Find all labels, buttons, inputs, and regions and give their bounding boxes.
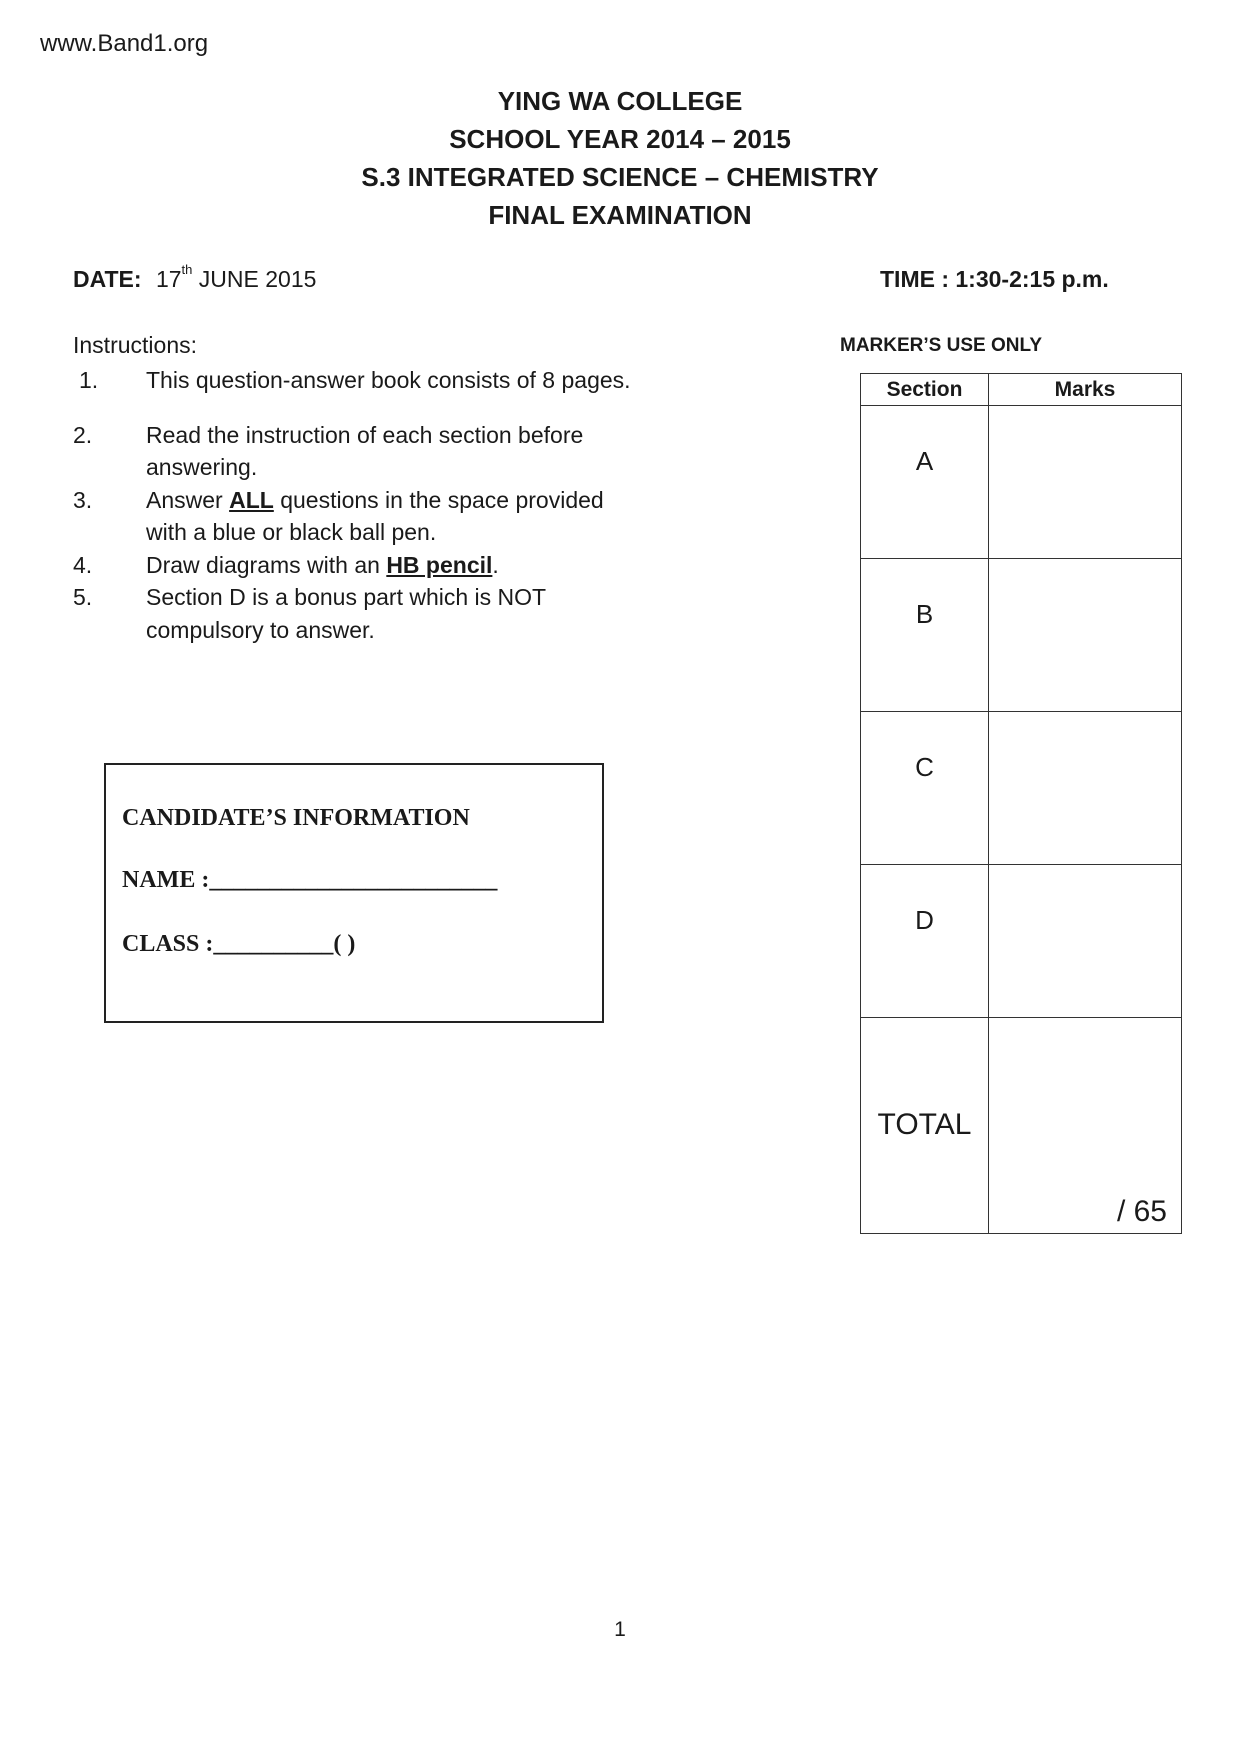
table-row xyxy=(861,865,1182,1018)
marks-column-header: Marks xyxy=(989,374,1182,406)
marks-cell xyxy=(989,559,1182,712)
instruction-item xyxy=(73,364,633,397)
instruction-number: 2. xyxy=(73,421,93,448)
instruction-text: Section D is a bonus part which is NOT compulsory to answer. xyxy=(146,584,546,643)
page-number: 1 xyxy=(614,1618,626,1641)
instruction-item xyxy=(73,484,633,549)
instruction-number: 5. xyxy=(73,584,93,610)
subject-title: S.3 INTEGRATED SCIENCE – CHEMISTRY xyxy=(361,162,879,192)
instruction-item xyxy=(73,549,633,582)
marks-cell xyxy=(989,865,1182,1018)
marks-cell xyxy=(989,712,1182,865)
exam-time: TIME : 1:30-2:15 p.m. xyxy=(880,266,1109,292)
section-cell xyxy=(861,712,989,865)
exam-header xyxy=(0,82,1240,234)
instruction-number: 4. xyxy=(73,551,93,578)
section-label: B xyxy=(915,599,934,629)
watermark-url: www.Band1.org xyxy=(40,30,209,57)
total-marks-cell xyxy=(989,1018,1182,1234)
date-suffix: th xyxy=(181,262,193,277)
date-day: 17 xyxy=(155,266,182,292)
instruction-number: 1. xyxy=(79,367,99,393)
section-cell xyxy=(861,559,989,712)
table-row xyxy=(861,406,1182,559)
instruction-text: This question-answer book consists of 8 pages. xyxy=(146,367,631,393)
date-label: DATE: xyxy=(73,266,142,292)
instruction-emphasis: HB pencil xyxy=(386,551,493,578)
candidate-info-box xyxy=(104,763,604,1023)
exam-title: FINAL EXAMINATION xyxy=(488,200,752,230)
section-label: A xyxy=(915,446,934,476)
marks-cell xyxy=(989,406,1182,559)
instruction-text-pre: Answer xyxy=(146,486,230,513)
exam-date xyxy=(73,262,317,293)
total-label-cell xyxy=(861,1018,989,1234)
instruction-number: 3. xyxy=(73,486,93,513)
section-cell xyxy=(861,406,989,559)
table-row xyxy=(861,559,1182,712)
instruction-text-pre: Draw diagrams with an xyxy=(146,551,387,578)
school-name: YING WA COLLEGE xyxy=(497,86,743,116)
marks-table-header xyxy=(861,374,1182,406)
candidate-name-field: NAME :________________________ xyxy=(122,867,498,893)
instruction-item xyxy=(73,419,633,484)
instruction-emphasis: ALL xyxy=(229,486,274,513)
section-label: C xyxy=(915,752,934,782)
section-column-header: Section xyxy=(861,374,989,406)
marks-table xyxy=(860,373,1182,1234)
school-year: SCHOOL YEAR 2014 – 2015 xyxy=(449,124,791,154)
date-month-year: JUNE 2015 xyxy=(198,266,317,292)
marker-use-title: MARKER’S USE ONLY xyxy=(840,335,1042,356)
instructions-list xyxy=(73,364,633,646)
table-row xyxy=(861,712,1182,865)
instruction-text: Read the instruction of each section before answering. xyxy=(146,421,584,480)
total-row xyxy=(861,1018,1182,1234)
candidate-info-title: CANDIDATE’S INFORMATION xyxy=(122,805,470,831)
total-label: TOTAL xyxy=(877,1108,972,1141)
candidate-class-field: CLASS :__________( ) xyxy=(122,931,356,957)
instruction-text-post: . xyxy=(492,551,499,578)
instructions-title: Instructions: xyxy=(73,332,197,358)
instruction-text-post: questions in the space provided with a blue or black ball pen. xyxy=(146,486,604,545)
instruction-item xyxy=(73,581,633,646)
total-marks-value: / 65 xyxy=(1116,1195,1167,1228)
section-cell xyxy=(861,865,989,1018)
section-label: D xyxy=(915,905,934,935)
